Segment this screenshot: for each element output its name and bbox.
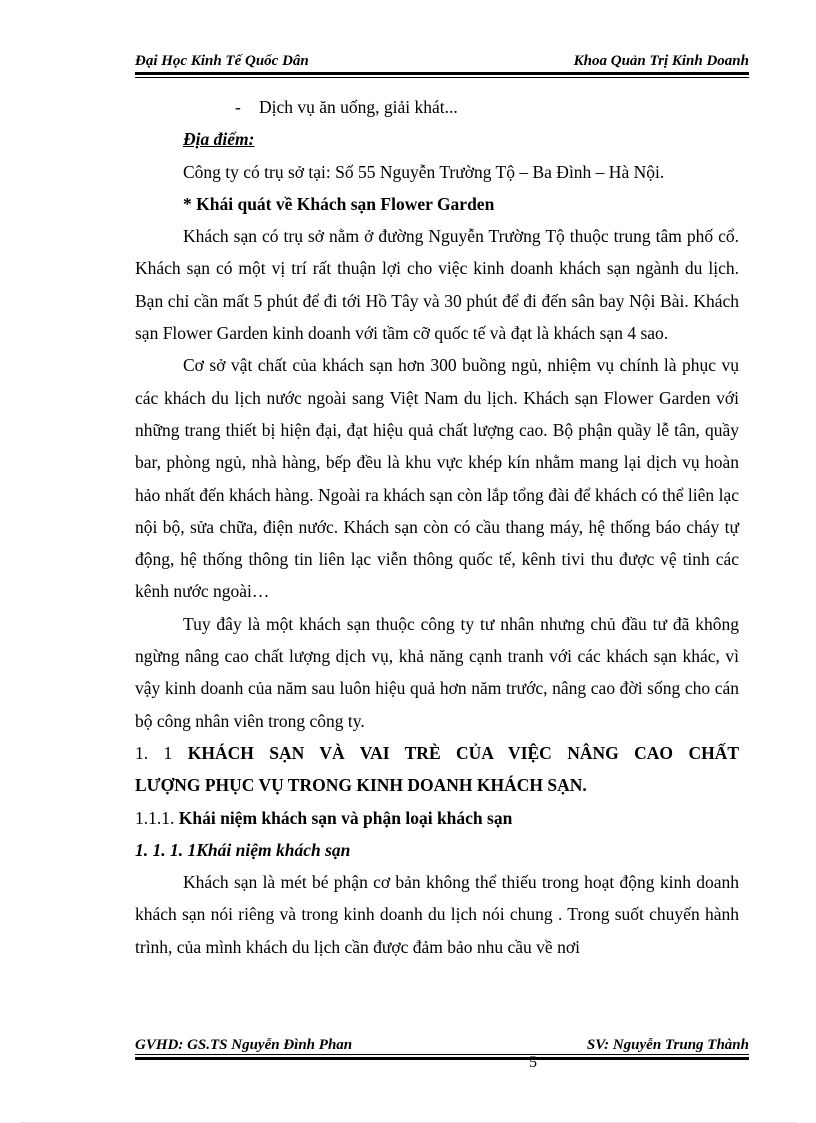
subsub-heading: 1. 1. 1. 1Khái niệm khách sạn	[135, 839, 351, 860]
location-label-line	[135, 123, 739, 155]
paragraph-facilities: Cơ sở vật chất của khách sạn hơn 300 buồng ngủ, nhiệm vụ chính là phục vụ các khách du lịch nước ngoài sang Việt Nam du lịch. Khách sạn Flower Garden với những trang thiết bị hiện đại, đạt hiệu quả chất lượng cao. Bộ phận quầy lễ tân, quầy bar, phòng ngủ, nhà hàng, bếp đều là khu vực khép kín nhằm mang lại dịch vụ hoàn hảo nhất đến khách hàng. Ngoài ra khách sạn còn lắp tổng đài để khách có thể liên lạc nội bộ, sửa chữa, điện nước. Khách sạn còn có cầu thang máy, hệ thống báo cháy tự động, hệ thống thông tin liên lạc viễn thông quốc tế, kênh tivi thu được vệ tinh các kênh nước ngoài…	[135, 355, 739, 602]
footer-advisor: GVHD: GS.TS Nguyễn Đình Phan	[135, 1037, 353, 1053]
subsection-title: Khái niệm khách sạn và phận loại khách sạn	[178, 807, 513, 828]
footer-rule-thick	[135, 1057, 749, 1060]
location-label: Địa điểm:	[183, 129, 255, 150]
section-heading-line1	[135, 737, 739, 769]
page-number: 5	[529, 1054, 537, 1071]
bullet-text: Dịch vụ ăn uống, giải khát...	[259, 97, 458, 117]
section-title-line1: KHÁCH SẠN VÀ VAI TRÈ CỦA VIỆC NÂNG CAO CHẤT	[187, 742, 740, 763]
location-text: Công ty có trụ sở tại: Số 55 Nguyễn Trường Tộ – Ba Đình – Hà Nội.	[183, 161, 665, 182]
subsection-heading	[135, 802, 739, 834]
header-faculty: Khoa Quản Trị Kinh Doanh	[573, 53, 749, 69]
bullet-dash: -	[235, 97, 241, 117]
section-number: 1. 1	[135, 742, 173, 763]
overview-heading: * Khái quát về Khách sạn Flower Garden	[183, 193, 495, 214]
paragraph-definition: Khách sạn là mét bé phận cơ bản không thể thiếu trong hoạt động kinh doanh khách sạn nói riêng và trong kinh doanh du lịch nói chung . Trong suốt chuyến hành trình, của mình khách du lịch cần được đảm bảo nhu cầu về nơi	[135, 872, 739, 957]
paragraph-location: Khách sạn có trụ sở nằm ở đường Nguyễn Trường Tộ thuộc trung tâm phố cổ. Khách sạn có một vị trí rất thuận lợi cho việc kinh doanh khách sạn ngành du lịch. Bạn chỉ cần mất 5 phút để đi tới Hồ Tây và 30 phút để đi đến sân bay Nội Bài. Khách sạn Flower Garden kinh doanh với tầm cỡ quốc tế và đạt là khách sạn 4 sao.	[135, 226, 739, 344]
header-rule-thin	[135, 77, 749, 78]
footer-student: SV: Nguyễn Trung Thành	[586, 1037, 749, 1053]
header-university: Đại Học Kinh Tế Quốc Dân	[135, 53, 309, 69]
document-body	[135, 91, 739, 963]
bullet-item	[135, 91, 739, 123]
subsection-number: 1.1.1.	[135, 807, 175, 828]
footer-rule-thin	[135, 1054, 749, 1055]
paragraph-investment: Tuy đây là một khách sạn thuộc công ty tư nhân nhưng chủ đầu tư đã không ngừng nâng cao chất lượng dịch vụ, khả năng cạnh tranh với các khách sạn khác, vì vậy kinh doanh của năm sau luôn hiệu quả hơn năm trước, nâng cao đời sống cho cán bộ công nhân viên trong công ty.	[135, 613, 739, 731]
page-footer	[135, 1032, 749, 1054]
page-header	[135, 46, 749, 70]
section-title-line2: LƯỢNG PHỤC VỤ TRONG KINH DOANH KHÁCH SẠN.	[135, 775, 587, 796]
header-rule-thick	[135, 72, 749, 75]
